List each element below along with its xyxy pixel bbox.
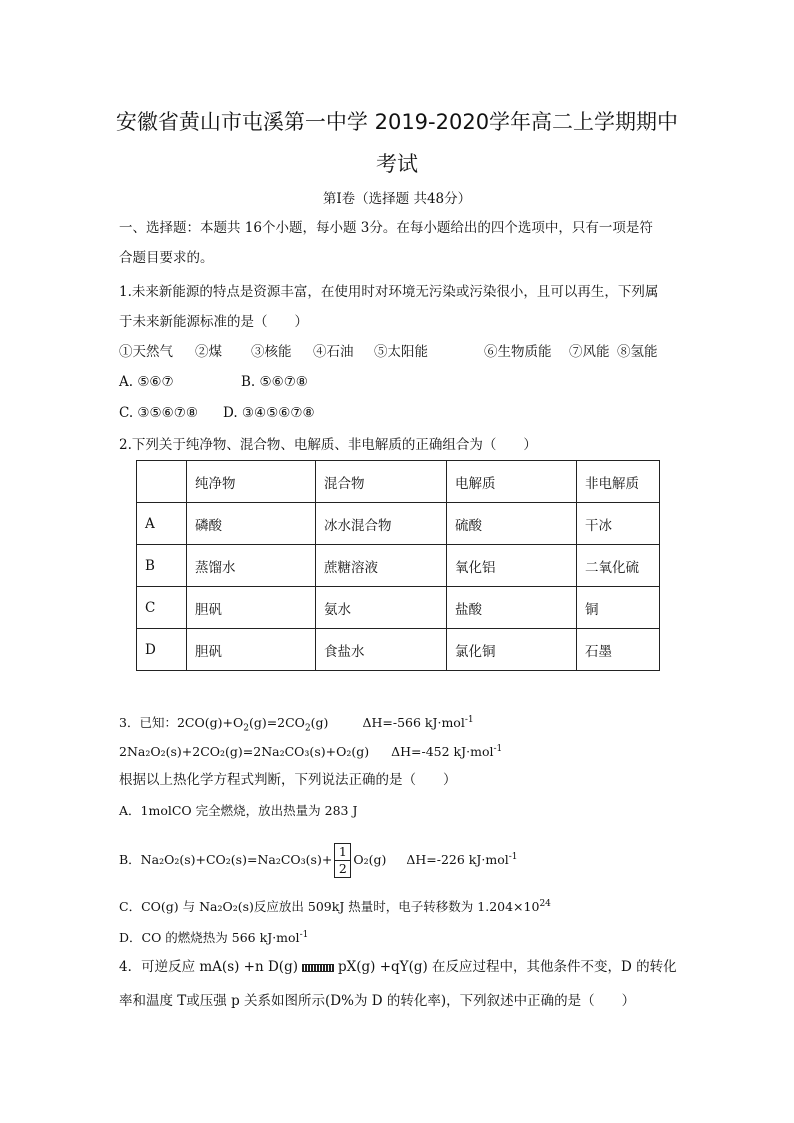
q1-item: ⑧氢能 bbox=[617, 344, 658, 360]
q1-item: ③核能 bbox=[251, 344, 292, 360]
q4-stem-line2: 率和温度 T或压强 p 关系如图所示(D%为 D 的转化率)，下列叙述中正确的是（ ） bbox=[119, 993, 636, 1009]
table-cell: 氨水 bbox=[316, 587, 447, 629]
table-cell: 磷酸 bbox=[187, 503, 316, 545]
table-cell: 食盐水 bbox=[316, 629, 447, 671]
table-row bbox=[137, 587, 660, 629]
table-cell: 盐酸 bbox=[447, 587, 577, 629]
table-cell: A bbox=[137, 503, 187, 545]
table-cell: 胆矾 bbox=[187, 587, 316, 629]
q3-option-c: C．CO(g) 与 Na₂O₂(s)反应放出 509kJ 热量时，电子转移数为 $1.204\times 10^{24}$ bbox=[119, 899, 551, 915]
q1-option-c: C. ③⑤⑥⑦⑧ bbox=[119, 405, 198, 421]
fraction-box: $\frac{1}{2}$ bbox=[334, 843, 351, 878]
q1-item: ④石油 bbox=[313, 344, 354, 360]
table-header-cell: 混合物 bbox=[316, 461, 447, 503]
table-cell: 硫酸 bbox=[447, 503, 577, 545]
q3-option-b: B．Na₂O₂(s)+CO₂(s)=Na₂CO₃(s)+ $\frac{1}{2} O_2(g)$ ΔH=-226 kJ·mol$^{-1}$ bbox=[119, 844, 518, 877]
table-cell: 二氧化硫 bbox=[577, 545, 660, 587]
page-title-line2: 考试 bbox=[376, 152, 418, 176]
q1-item: ①天然气 bbox=[119, 344, 173, 360]
page-title: 安徽省黄山市屯溪第一中学 2019-2020学年高二上学期期中 bbox=[115, 110, 679, 134]
q4-stem-line1: 4．可逆反应 mA(s) +n D(g) pX(g) +qY(g) 在反应过程中，其他条件不变，D 的转化 bbox=[119, 959, 677, 975]
table-cell: 氧化铝 bbox=[447, 545, 577, 587]
q1-option-a: A. ⑤⑥⑦ bbox=[119, 374, 174, 390]
table-cell: 胆矾 bbox=[187, 629, 316, 671]
q3-equation1: 3．已知：$2CO(g)+O_2(g)=2CO_2(g)$ ΔH=-566 kJ·mol$^{-1}$ bbox=[119, 715, 474, 734]
q3-stem: 根据以上热化学方程式判断，下列说法正确的是（ ） bbox=[119, 772, 457, 788]
table-cell: 铜 bbox=[577, 587, 660, 629]
table-cell: 干冰 bbox=[577, 503, 660, 545]
q1-item: ⑦风能 bbox=[569, 344, 610, 360]
q1-item: ②煤 bbox=[195, 344, 222, 360]
q1-option-b: B. ⑤⑥⑦⑧ bbox=[241, 374, 308, 390]
q3-option-a: A．1molCO 完全燃烧，放出热量为 283 J bbox=[119, 803, 358, 818]
table-header-cell: 电解质 bbox=[447, 461, 577, 503]
table-cell: 蒸馏水 bbox=[187, 545, 316, 587]
q1-stem-line1: 1.未来新能源的特点是资源丰富，在使用时对环境无污染或污染很小，且可以再生，下列属 bbox=[119, 284, 659, 300]
instructions-line1: 一、选择题：本题共 16个小题，每小题 3分。在每小题给出的四个选项中，只有一项是符 bbox=[119, 220, 653, 236]
table-cell: D bbox=[137, 629, 187, 671]
table-row bbox=[137, 545, 660, 587]
table-cell: 蔗糖溶液 bbox=[316, 545, 447, 587]
table-header-cell bbox=[137, 461, 187, 503]
q1-options-ab bbox=[119, 373, 308, 391]
q2-table bbox=[136, 460, 660, 671]
table-row bbox=[137, 503, 660, 545]
q1-option-d: D. ③④⑤⑥⑦⑧ bbox=[223, 405, 315, 421]
instructions-line2: 合题目要求的。 bbox=[119, 250, 214, 266]
table-header-row bbox=[137, 461, 660, 503]
table-cell: C bbox=[137, 587, 187, 629]
table-cell: 冰水混合物 bbox=[316, 503, 447, 545]
table-header-cell: 纯净物 bbox=[187, 461, 316, 503]
q3-option-d: D．CO 的燃烧热为 566 kJ·mol$^{-1}$ bbox=[119, 930, 309, 946]
table-cell: B bbox=[137, 545, 187, 587]
section-heading: 第Ⅰ卷（选择题 共48分） bbox=[322, 191, 472, 207]
table-cell: 氯化铜 bbox=[447, 629, 577, 671]
q2-stem: 2.下列关于纯净物、混合物、电解质、非电解质的正确组合为（ ） bbox=[119, 437, 537, 453]
q1-items bbox=[119, 343, 658, 361]
table-cell: 石墨 bbox=[577, 629, 660, 671]
table-row bbox=[137, 629, 660, 671]
q1-stem-line2: 于未来新能源标准的是（ ） bbox=[119, 314, 308, 330]
equilibrium-arrow-icon bbox=[302, 964, 334, 972]
q1-options-cd bbox=[119, 404, 315, 422]
q1-item: ⑤太阳能 bbox=[374, 344, 428, 360]
q1-item: ⑥生物质能 bbox=[484, 344, 552, 360]
table-header-cell: 非电解质 bbox=[577, 461, 660, 503]
q3-equation2: 2Na₂O₂(s)+2CO₂(g)=2Na₂CO₃(s)+O₂(g) ΔH=-452 kJ·mol$^{-1}$ bbox=[119, 744, 503, 760]
